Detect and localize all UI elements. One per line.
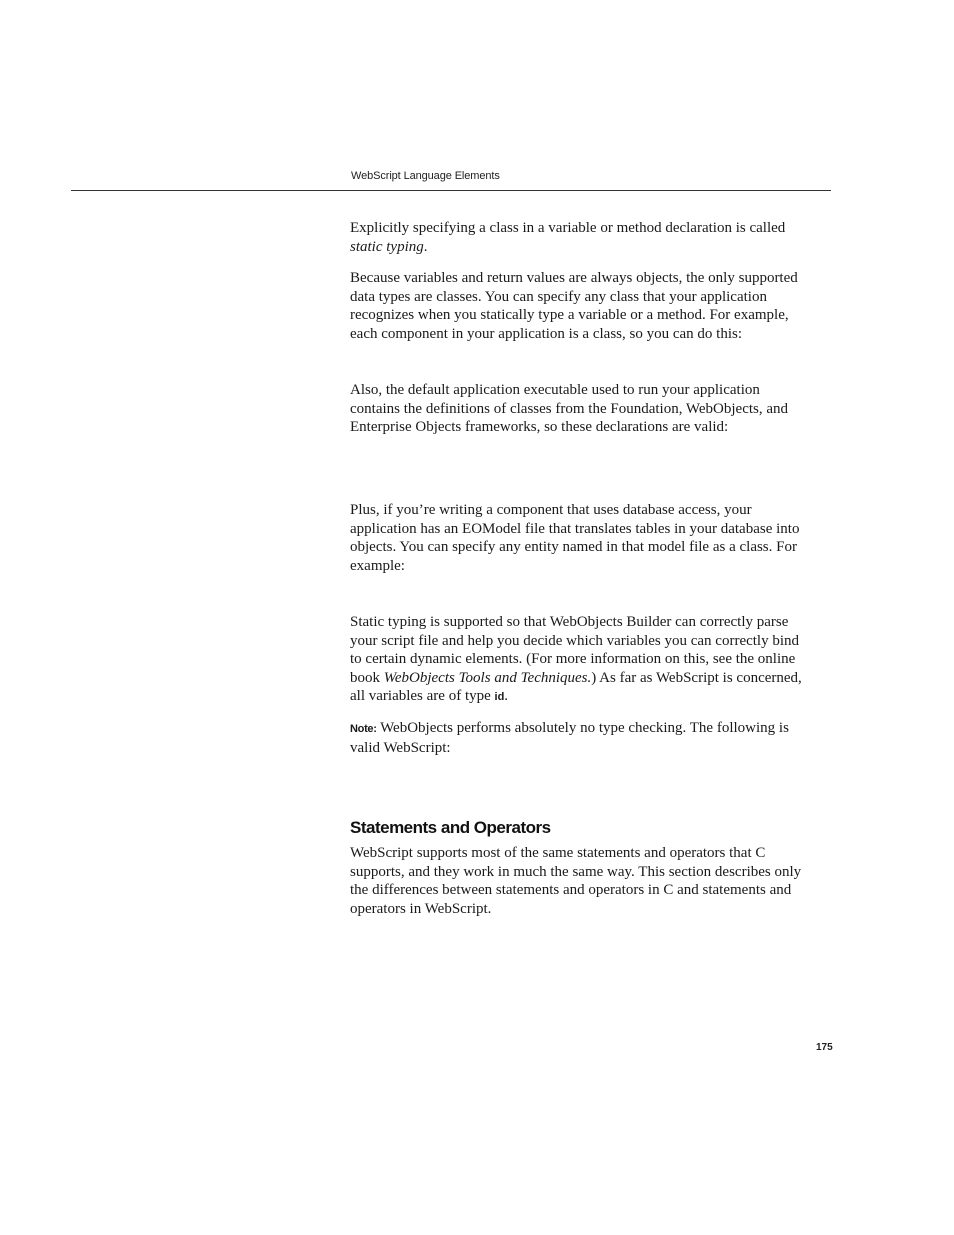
paragraph-text: Because variables and return values are always objects, the only supported data types are classes. You can specify any class that your application recognizes when you statically type a variable or a method. For example, each component in your application is a class, so you can do this: [350,270,798,342]
paragraph-text: WebScript supports most of the same statements and operators that C supports, and they work in much the same way. This section describes only the differences between statements and operators in C and statements and operators in WebScript. [350,845,802,917]
page-number: 175 [816,1042,833,1053]
paragraph-statements-operators [350,844,810,918]
paragraph-static-typing-support [350,613,810,707]
period: . [423,238,428,255]
paragraph-supported-types [350,269,810,343]
term-static-typing: static typing [350,238,424,255]
paragraph-static-typing [350,219,810,256]
book-title: WebObjects Tools and Techniques. [383,669,592,686]
note-paragraph [350,719,810,757]
paragraph-default-classes [350,381,810,437]
paragraph-text: Static typing is supported so that WebObjects Builder can correctly parse your script file and help you decide which variables you can correctly bind to certain dynamic elements. (For more information on this, see the online book [350,614,800,686]
section-heading: Statements and Operators [350,818,551,837]
paragraph-text: Plus, if you’re writing a component that uses database access, your application has an EOModel file that translates tables in your database into objects. You can specify any entity named in that model file as a class. For example: [350,502,800,574]
note-text: WebObjects performs absolutely no type checking. The following is valid WebScript: [350,720,789,756]
paragraph-eomodel [350,501,810,575]
running-header: WebScript Language Elements [351,170,500,182]
paragraph-text: Explicitly specifying a class in a variable or method declaration is called [350,220,786,236]
paragraph-text: ) As far as WebScript is concerned, all variables are of type [350,669,802,704]
type-id-code: id [494,691,505,703]
header-rule [71,190,831,191]
note-label: Note: [350,723,377,735]
period: . [504,688,509,704]
paragraph-text: Also, the default application executable used to run your application contains the definitions of classes from the Foundation, WebObjects, and Enterprise Objects frameworks, so these declarations are valid: [350,382,789,435]
